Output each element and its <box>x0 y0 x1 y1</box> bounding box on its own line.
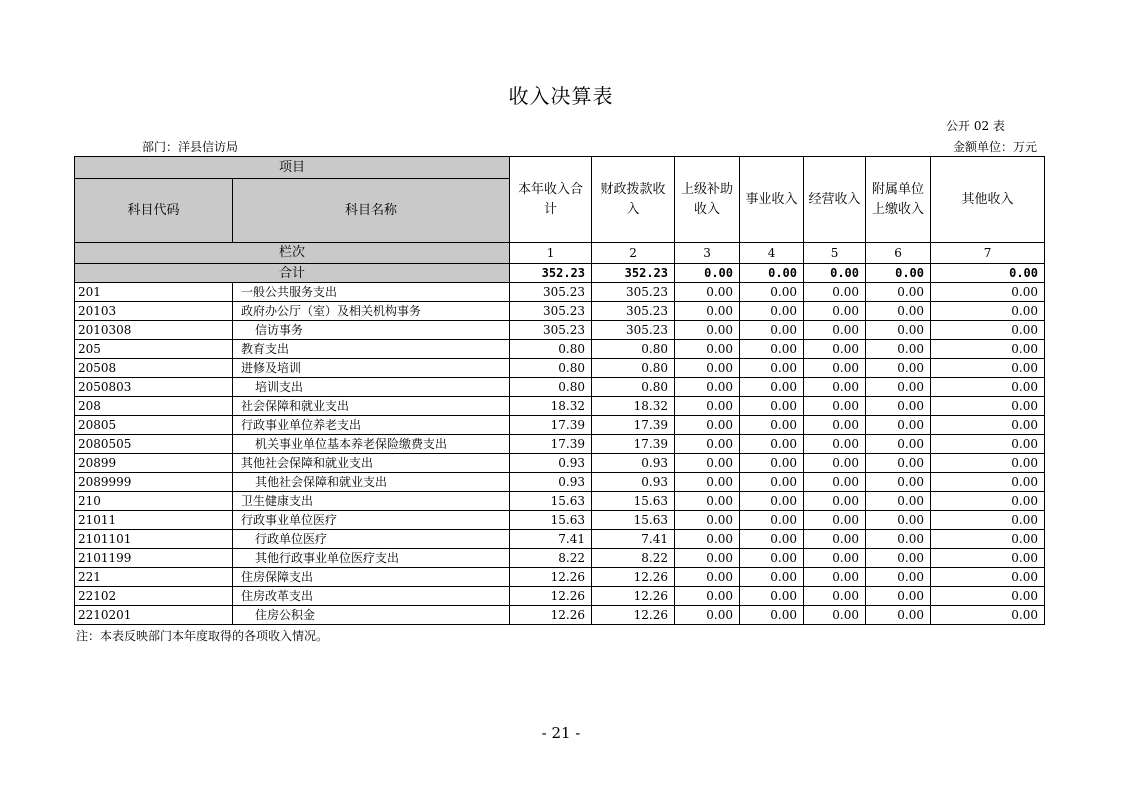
amount-cell: 0.00 <box>931 340 1045 359</box>
header-other-income: 其他收入 <box>931 157 1045 243</box>
amount-cell: 0.00 <box>740 511 804 530</box>
amount-cell: 0.00 <box>675 283 740 302</box>
amount-cell: 0.00 <box>931 283 1045 302</box>
amount-cell: 0.00 <box>804 568 866 587</box>
amount-cell: 0.00 <box>740 568 804 587</box>
amount-cell: 0.00 <box>740 473 804 492</box>
amount-cell: 0.00 <box>740 530 804 549</box>
header-superior-subsidy: 上级补助收入 <box>675 157 740 243</box>
amount-cell: 0.00 <box>740 435 804 454</box>
table-row <box>75 435 1045 454</box>
amount-cell: 8.22 <box>592 549 675 568</box>
table-body <box>75 283 1045 625</box>
subject-name: 住房保障支出 <box>233 568 510 587</box>
amount-cell: 0.00 <box>675 568 740 587</box>
amount-cell: 0.00 <box>931 321 1045 340</box>
amount-cell: 0.00 <box>804 587 866 606</box>
amount-cell: 0.00 <box>740 321 804 340</box>
amount-cell: 0.00 <box>675 359 740 378</box>
amount-cell: 17.39 <box>592 435 675 454</box>
table-row <box>75 549 1045 568</box>
amount-cell: 0.00 <box>740 397 804 416</box>
amount-cell: 0.80 <box>510 340 592 359</box>
amount-cell: 305.23 <box>510 302 592 321</box>
subject-code: 2089999 <box>75 473 233 492</box>
amount-cell: 0.00 <box>931 302 1045 321</box>
amount-cell: 0.00 <box>804 340 866 359</box>
amount-cell: 0.00 <box>740 283 804 302</box>
amount-cell: 7.41 <box>592 530 675 549</box>
amount-cell: 0.00 <box>866 492 931 511</box>
amount-cell: 0.00 <box>804 454 866 473</box>
amount-cell: 0.00 <box>675 511 740 530</box>
amount-cell: 0.00 <box>804 378 866 397</box>
table-row <box>75 283 1045 302</box>
header-total-income: 本年收入合计 <box>510 157 592 243</box>
amount-cell: 0.00 <box>931 530 1045 549</box>
amount-cell: 0.00 <box>740 340 804 359</box>
table-row <box>75 321 1045 340</box>
amount-cell: 0.80 <box>592 378 675 397</box>
amount-cell: 0.00 <box>675 321 740 340</box>
subject-code: 20103 <box>75 302 233 321</box>
table-row <box>75 587 1045 606</box>
subject-code: 20899 <box>75 454 233 473</box>
subject-code: 2050803 <box>75 378 233 397</box>
form-number: 公开 02 表 <box>946 119 1005 133</box>
header-name: 科目名称 <box>233 179 510 243</box>
table-header <box>75 157 1045 283</box>
subject-name: 卫生健康支出 <box>233 492 510 511</box>
amount-cell: 0.00 <box>866 606 931 625</box>
amount-cell: 0.00 <box>931 397 1045 416</box>
page-number: - 21 - <box>541 724 581 742</box>
amount-cell: 12.26 <box>592 568 675 587</box>
amount-cell: 0.00 <box>931 549 1045 568</box>
amount-cell: 0.00 <box>675 378 740 397</box>
table-row <box>75 340 1045 359</box>
seq-number: 2 <box>592 243 675 264</box>
subject-name: 培训支出 <box>233 378 510 397</box>
subject-name: 其他社会保障和就业支出 <box>233 454 510 473</box>
subject-code: 210 <box>75 492 233 511</box>
income-statement-table <box>74 156 1045 625</box>
amount-cell: 0.00 <box>866 511 931 530</box>
total-value: 352.23 <box>510 264 592 283</box>
amount-cell: 0.00 <box>804 397 866 416</box>
amount-cell: 0.80 <box>510 359 592 378</box>
subject-name: 一般公共服务支出 <box>233 283 510 302</box>
subject-name: 社会保障和就业支出 <box>233 397 510 416</box>
table-row <box>75 568 1045 587</box>
amount-cell: 305.23 <box>510 283 592 302</box>
header-code: 科目代码 <box>75 179 233 243</box>
amount-cell: 15.63 <box>592 492 675 511</box>
amount-cell: 0.00 <box>866 530 931 549</box>
amount-cell: 0.00 <box>866 397 931 416</box>
amount-cell: 0.00 <box>931 473 1045 492</box>
amount-cell: 0.00 <box>866 454 931 473</box>
amount-cell: 0.00 <box>675 397 740 416</box>
header-business-income: 事业收入 <box>740 157 804 243</box>
amount-cell: 0.00 <box>931 378 1045 397</box>
amount-cell: 0.00 <box>740 454 804 473</box>
amount-unit-label: 金额单位：万元 <box>953 140 1038 154</box>
table-row <box>75 359 1045 378</box>
amount-cell: 0.00 <box>866 283 931 302</box>
seq-number: 3 <box>675 243 740 264</box>
amount-cell: 0.00 <box>804 549 866 568</box>
table-row <box>75 473 1045 492</box>
amount-cell: 0.00 <box>740 492 804 511</box>
total-value: 0.00 <box>804 264 866 283</box>
amount-cell: 0.00 <box>931 359 1045 378</box>
amount-cell: 0.00 <box>804 530 866 549</box>
amount-cell: 0.00 <box>675 492 740 511</box>
subject-code: 2101199 <box>75 549 233 568</box>
amount-cell: 0.00 <box>740 378 804 397</box>
amount-cell: 0.00 <box>804 511 866 530</box>
subject-code: 208 <box>75 397 233 416</box>
subject-code: 205 <box>75 340 233 359</box>
amount-cell: 17.39 <box>592 416 675 435</box>
amount-cell: 0.00 <box>740 302 804 321</box>
amount-cell: 15.63 <box>510 492 592 511</box>
amount-cell: 0.00 <box>866 340 931 359</box>
total-value: 352.23 <box>592 264 675 283</box>
header-affiliated-income: 附属单位上缴收入 <box>866 157 931 243</box>
amount-cell: 0.00 <box>675 473 740 492</box>
amount-cell: 0.00 <box>675 549 740 568</box>
table-row <box>75 606 1045 625</box>
total-row <box>75 264 1045 283</box>
amount-cell: 0.93 <box>592 454 675 473</box>
amount-cell: 0.00 <box>675 530 740 549</box>
amount-cell: 0.00 <box>931 492 1045 511</box>
table-row <box>75 454 1045 473</box>
total-value: 0.00 <box>740 264 804 283</box>
amount-cell: 0.00 <box>675 435 740 454</box>
subject-code: 2080505 <box>75 435 233 454</box>
subject-code: 201 <box>75 283 233 302</box>
total-label: 合计 <box>75 264 510 283</box>
table-row <box>75 530 1045 549</box>
table-row <box>75 378 1045 397</box>
header-operating-income: 经营收入 <box>804 157 866 243</box>
amount-cell: 0.00 <box>804 321 866 340</box>
amount-cell: 0.00 <box>740 416 804 435</box>
amount-cell: 0.00 <box>740 549 804 568</box>
amount-cell: 0.00 <box>675 302 740 321</box>
amount-cell: 15.63 <box>510 511 592 530</box>
subject-name: 行政事业单位医疗 <box>233 511 510 530</box>
amount-cell: 305.23 <box>592 321 675 340</box>
amount-cell: 0.00 <box>931 416 1045 435</box>
amount-cell: 12.26 <box>592 606 675 625</box>
amount-cell: 0.00 <box>804 606 866 625</box>
amount-cell: 0.93 <box>510 473 592 492</box>
amount-cell: 0.00 <box>931 435 1045 454</box>
subject-name: 行政单位医疗 <box>233 530 510 549</box>
amount-cell: 0.00 <box>866 435 931 454</box>
amount-cell: 8.22 <box>510 549 592 568</box>
amount-cell: 0.00 <box>866 473 931 492</box>
subject-name: 其他行政事业单位医疗支出 <box>233 549 510 568</box>
table-row <box>75 397 1045 416</box>
amount-cell: 0.00 <box>804 492 866 511</box>
page-title: 收入决算表 <box>508 84 614 108</box>
amount-cell: 15.63 <box>592 511 675 530</box>
subject-code: 21011 <box>75 511 233 530</box>
subject-name: 机关事业单位基本养老保险缴费支出 <box>233 435 510 454</box>
amount-cell: 0.00 <box>740 606 804 625</box>
seq-number: 4 <box>740 243 804 264</box>
amount-cell: 305.23 <box>510 321 592 340</box>
amount-cell: 0.00 <box>866 302 931 321</box>
subject-code: 2210201 <box>75 606 233 625</box>
amount-cell: 0.00 <box>675 416 740 435</box>
table-row <box>75 492 1045 511</box>
amount-cell: 0.00 <box>931 606 1045 625</box>
amount-cell: 0.00 <box>931 454 1045 473</box>
amount-cell: 17.39 <box>510 435 592 454</box>
amount-cell: 0.00 <box>866 359 931 378</box>
subject-name: 行政事业单位养老支出 <box>233 416 510 435</box>
header-seq-label: 栏次 <box>75 243 510 264</box>
subject-name: 住房公积金 <box>233 606 510 625</box>
amount-cell: 0.00 <box>931 568 1045 587</box>
subject-name: 住房改革支出 <box>233 587 510 606</box>
amount-cell: 0.00 <box>804 359 866 378</box>
total-value: 0.00 <box>866 264 931 283</box>
header-fiscal-appropriation: 财政拨款收入 <box>592 157 675 243</box>
subject-name: 政府办公厅（室）及相关机构事务 <box>233 302 510 321</box>
amount-cell: 0.00 <box>866 416 931 435</box>
amount-cell: 12.26 <box>510 587 592 606</box>
amount-cell: 0.00 <box>866 549 931 568</box>
subject-code: 221 <box>75 568 233 587</box>
amount-cell: 0.00 <box>675 340 740 359</box>
amount-cell: 0.00 <box>675 587 740 606</box>
amount-cell: 0.00 <box>931 587 1045 606</box>
subject-code: 20508 <box>75 359 233 378</box>
amount-cell: 0.00 <box>740 359 804 378</box>
subject-code: 2101101 <box>75 530 233 549</box>
amount-cell: 12.26 <box>510 606 592 625</box>
header-item: 项目 <box>75 157 510 179</box>
amount-cell: 0.00 <box>804 416 866 435</box>
amount-cell: 0.80 <box>510 378 592 397</box>
amount-cell: 0.00 <box>804 302 866 321</box>
amount-cell: 0.93 <box>510 454 592 473</box>
amount-cell: 18.32 <box>510 397 592 416</box>
total-value: 0.00 <box>931 264 1045 283</box>
amount-cell: 0.00 <box>804 435 866 454</box>
table-row <box>75 302 1045 321</box>
seq-number: 5 <box>804 243 866 264</box>
amount-cell: 7.41 <box>510 530 592 549</box>
amount-cell: 0.00 <box>931 511 1045 530</box>
amount-cell: 0.00 <box>866 587 931 606</box>
amount-cell: 0.00 <box>804 473 866 492</box>
table-note: 注：本表反映部门本年度取得的各项收入情况。 <box>76 629 329 643</box>
subject-code: 20805 <box>75 416 233 435</box>
amount-cell: 0.80 <box>592 340 675 359</box>
amount-cell: 0.00 <box>740 587 804 606</box>
amount-cell: 0.93 <box>592 473 675 492</box>
amount-cell: 12.26 <box>592 587 675 606</box>
table-row <box>75 511 1045 530</box>
seq-number: 6 <box>866 243 931 264</box>
amount-cell: 0.00 <box>675 454 740 473</box>
amount-cell: 0.80 <box>592 359 675 378</box>
subject-code: 22102 <box>75 587 233 606</box>
amount-cell: 17.39 <box>510 416 592 435</box>
amount-cell: 0.00 <box>866 321 931 340</box>
department-label: 部门：洋县信访局 <box>142 140 239 154</box>
seq-number: 7 <box>931 243 1045 264</box>
subject-name: 进修及培训 <box>233 359 510 378</box>
amount-cell: 305.23 <box>592 283 675 302</box>
amount-cell: 305.23 <box>592 302 675 321</box>
subject-name: 信访事务 <box>233 321 510 340</box>
amount-cell: 0.00 <box>675 606 740 625</box>
amount-cell: 18.32 <box>592 397 675 416</box>
amount-cell: 0.00 <box>866 568 931 587</box>
subject-name: 其他社会保障和就业支出 <box>233 473 510 492</box>
amount-cell: 0.00 <box>866 378 931 397</box>
amount-cell: 0.00 <box>804 283 866 302</box>
subject-name: 教育支出 <box>233 340 510 359</box>
subject-code: 2010308 <box>75 321 233 340</box>
amount-cell: 12.26 <box>510 568 592 587</box>
total-value: 0.00 <box>675 264 740 283</box>
table-row <box>75 416 1045 435</box>
seq-number: 1 <box>510 243 592 264</box>
